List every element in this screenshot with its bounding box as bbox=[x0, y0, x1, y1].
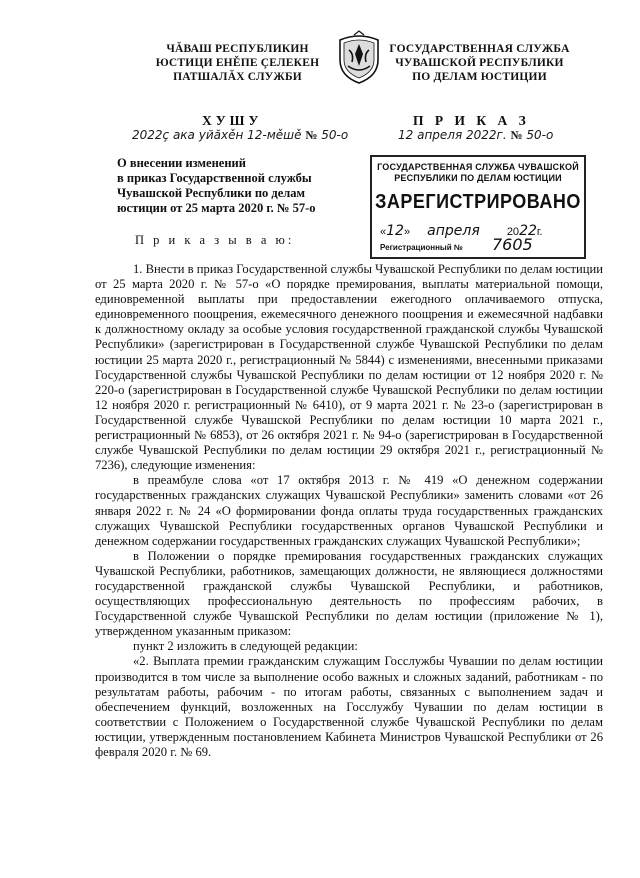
header-russian-line-3: ПО ДЕЛАМ ЮСТИЦИИ bbox=[412, 71, 547, 83]
number-label-right: № bbox=[510, 128, 523, 142]
body-paragraph-2: в преамбуле слова «от 17 октября 2013 г. № 419 «О денежном содержании государственных гражданских служащих Чувашской Республики» заменить словами «от 26 января 2022 г. № 24 «О формировании фонда оплаты труда государственных гражданских служащих Чувашской Республики государственных органов Чувашской Республики и денежном содержании государственных гражданских служащих Чувашской Республики»; bbox=[95, 473, 603, 548]
body-paragraph-5: «2. Выплата премии гражданским служащим Госслужбы Чувашии по делам юстиции производится в том числе за выполнение особо важных и сложных заданий, работникам - по результатам работы, рабочим - по итогам работы, связанных с выполнением задач и обеспечением функций, возложенных на Госслужбу Чувашии по делам юстиции в соответствии с Положением о Государственной службе Чувашской Республики по делам юстиции, утвержденным постановлением Кабинета Министров Чувашской Республики от 26 февраля 2020 г. № 69. bbox=[95, 654, 603, 759]
body-paragraph-4: пункт 2 изложить в следующей редакции: bbox=[133, 639, 358, 654]
header-chuvash-line-2: ЮСТИЦИ ЕНĚПЕ ÇЕЛЕКЕН bbox=[155, 57, 320, 69]
body-paragraph-3: в Положении о порядке премирования государственных гражданских служащих Чувашской Республики, работников, замещающих должности, не являющиеся должностями государственной гражданской службы Чувашской Республики, и работников, осуществляющих профессиональную деятельность по профессиям рабочих, в Государственной службе Чувашской Республики по делам юстиции (приложение № 1), утвержденном указанным приказом: bbox=[95, 548, 603, 639]
subject-line-2: в приказ Государственной службы bbox=[117, 171, 312, 185]
stamp-organization bbox=[372, 162, 584, 184]
body-paragraph-1: 1. Внести в приказ Государственной службы Чувашской Республики по делам юстиции от 25 марта 2020 г. № 57-о «О порядке премирования, выплаты материальной помощи, единовременной выплаты при предоставлении ежегодного оплачиваемого отпуска, единовременного поощрения, ежемесячного денежного поощрения и ежемесячной надбавки к должностному окладу за особые условия государственной гражданской службы Чувашской Республики» (зарегистрирован в Государственной службе Чувашской Республики по делам юстиции 25 марта 2020 г., регистрационный № 5844) с изменениями, внесенными приказами Государственной службы Чувашской Республики по делам юстиции от 12 ноября 2020 г. № 220-о (зарегистрирован в Государственной службе Чувашской Республики по делам юстиции 12 ноября 2020 г. регистрационный № 6410), от 9 марта 2021 г. № 23-о (зарегистрирован в Государственной службе Чувашской Республики по делам юстиции 10 марта 2021 г., регистрационный № 6853), от 26 октября 2021 г. № 94-о (зарегистрирован в Государственной службе Чувашской Республики по делам юстиции 29 октября 2021 г., регистрационный № 7236), следующие изменения: bbox=[95, 262, 603, 473]
stamp-day-open: « bbox=[380, 226, 387, 238]
subject-line-4: юстиции от 25 марта 2020 г. № 57-о bbox=[117, 201, 316, 215]
handwritten-date-chuvash bbox=[132, 128, 348, 143]
header-chuvash-line-3: ПАТШАЛĂХ СЛУЖБИ bbox=[173, 71, 302, 83]
stamp-date bbox=[380, 223, 580, 239]
header-russian-line-2: ЧУВАШСКОЙ РЕСПУБЛИКИ bbox=[395, 57, 564, 69]
subject-line-1: О внесении изменений bbox=[117, 156, 246, 170]
stamp-registered-word: ЗАРЕГИСТРИРОВАНО bbox=[375, 189, 581, 213]
stamp-year-unit: г. bbox=[536, 226, 543, 238]
emblem-icon bbox=[336, 30, 382, 86]
stamp-year-suffix: 22 bbox=[519, 223, 537, 239]
handwritten-date-chuvash-text: 2022ç ака уйăхěн 12-мěшě bbox=[132, 128, 302, 142]
order-word: П р и к а з ы в а ю: bbox=[135, 233, 295, 247]
stamp-day-close: » bbox=[403, 226, 411, 238]
handwritten-date-russian-text: 12 апреля 2022г. bbox=[398, 128, 507, 142]
handwritten-number-right: 50-о bbox=[526, 128, 554, 142]
header-russian-line-1: ГОСУДАРСТВЕННАЯ СЛУЖБА bbox=[389, 43, 570, 55]
header-chuvash-line-1: ЧĂВАШ РЕСПУБЛИКИН bbox=[166, 43, 309, 55]
header-russian bbox=[382, 42, 577, 84]
registration-stamp bbox=[370, 155, 586, 259]
stamp-reg-number: 7605 bbox=[492, 235, 533, 254]
stamp-org-line-2: РЕСПУБЛИКИ ПО ДЕЛАМ ЮСТИЦИИ bbox=[394, 173, 562, 183]
header-chuvash bbox=[140, 42, 335, 84]
number-label-left: № bbox=[305, 128, 318, 142]
title-prikaz: П Р И К А З bbox=[413, 113, 530, 128]
stamp-reg-label: Регистрационный № bbox=[380, 243, 463, 252]
stamp-org-line-1: ГОСУДАРСТВЕННАЯ СЛУЖБА ЧУВАШСКОЙ bbox=[377, 162, 579, 172]
handwritten-number-left: 50-о bbox=[321, 128, 349, 142]
document-body bbox=[95, 262, 603, 760]
subject-line-3: Чувашской Республики по делам bbox=[117, 186, 306, 200]
document-subject bbox=[117, 156, 357, 216]
stamp-day: 12 bbox=[386, 223, 404, 239]
stamp-month: апреля bbox=[427, 223, 480, 239]
stamp-year-prefix: 20 bbox=[506, 226, 520, 238]
title-khushu: ХУШУ bbox=[202, 113, 263, 128]
handwritten-date-russian bbox=[398, 128, 553, 143]
